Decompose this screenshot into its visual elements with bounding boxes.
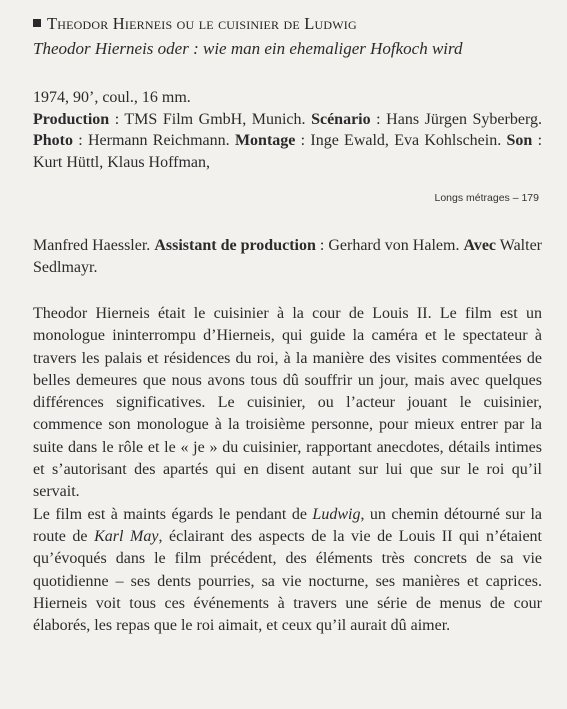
p2-text-a: Le film est à maints égards le pendant de: [33, 505, 313, 523]
photo-label: Photo: [33, 132, 73, 149]
film-title-text: Theodor Hierneis ou le cuisinier de Ludwig: [47, 14, 357, 33]
production-label: Production: [33, 110, 110, 128]
ludwig-title: Ludwig: [312, 505, 361, 523]
synopsis: [33, 303, 542, 637]
son-value: : Kurt Hüttl, Klaus Hoffman,: [33, 132, 543, 171]
synopsis-paragraph-2: [33, 504, 542, 638]
p2-text-c: , éclairant des aspects de la vie de Louis II qui n’étaient qu’évoqués dans le film précédent, des éléments très concrets de sa vie quotidienne – ses dents pourries, sa vie nocturne, ses manières et caprices. Hierneis voit tous ces événements à travers une série de menus de cour élaborés, les repas que le roi aimait, et ceux qu’il aurait dû aimer.: [33, 527, 542, 635]
credits-continued: [33, 235, 542, 279]
p2-text-b: , un chemin détourné sur la route de: [33, 505, 542, 545]
montage-label: Montage: [234, 132, 296, 149]
photo-value: : Hermann Reichmann.: [73, 132, 235, 149]
original-title: Theodor Hierneis oder : wie man ein ehemaliger Hofkoch wird: [33, 39, 463, 58]
synopsis-paragraph-1: Theodor Hierneis était le cuisinier à la cour de Louis II. Le film est un monologue ininterrompu d’Hierneis, qui guide la caméra et le spectateur à travers les palais et résidences du roi, à la manière des visites commentées de belles demeures que nous avons tous dû souffrir un jour, mais avec quelques différences significatives. Le cuisinier, ou l’acteur jouant le cuisinier, commence son monologue à la troisième personne, pour mieux entrer par la suite dans le rôle et le « je » du cuisinier, rapportant anecdotes, détails intimes et s’autorisant des apartés qui en disent autant sur lui que sur le roi qu’il servait.: [33, 305, 542, 501]
montage-value: : Inge Ewald, Eva Kohlschein.: [295, 132, 507, 149]
karl-may-title: Karl May: [94, 527, 159, 545]
running-footer: Longs métrages – 179: [434, 192, 539, 204]
assistant-value: : Gerhard von Halem.: [315, 237, 464, 254]
son-label: Son: [506, 132, 533, 149]
credits-text: [33, 109, 542, 174]
avec-value: Walter Sedlmayr.: [33, 237, 542, 276]
avec-label: Avec: [463, 237, 497, 254]
scenario-value: : Hans Jürgen Syberberg.: [370, 110, 542, 128]
film-details: 1974, 90’, coul., 16 mm.: [33, 89, 191, 106]
credits-block: [33, 87, 542, 173]
scenario-label: Scénario: [311, 110, 371, 128]
son-continued: Manfred Haessler.: [33, 237, 155, 254]
production-value: : TMS Film GmbH, Munich.: [109, 110, 312, 128]
assistant-label: Assistant de production: [154, 237, 316, 254]
square-bullet-icon: [33, 19, 41, 27]
film-title: [33, 14, 542, 34]
